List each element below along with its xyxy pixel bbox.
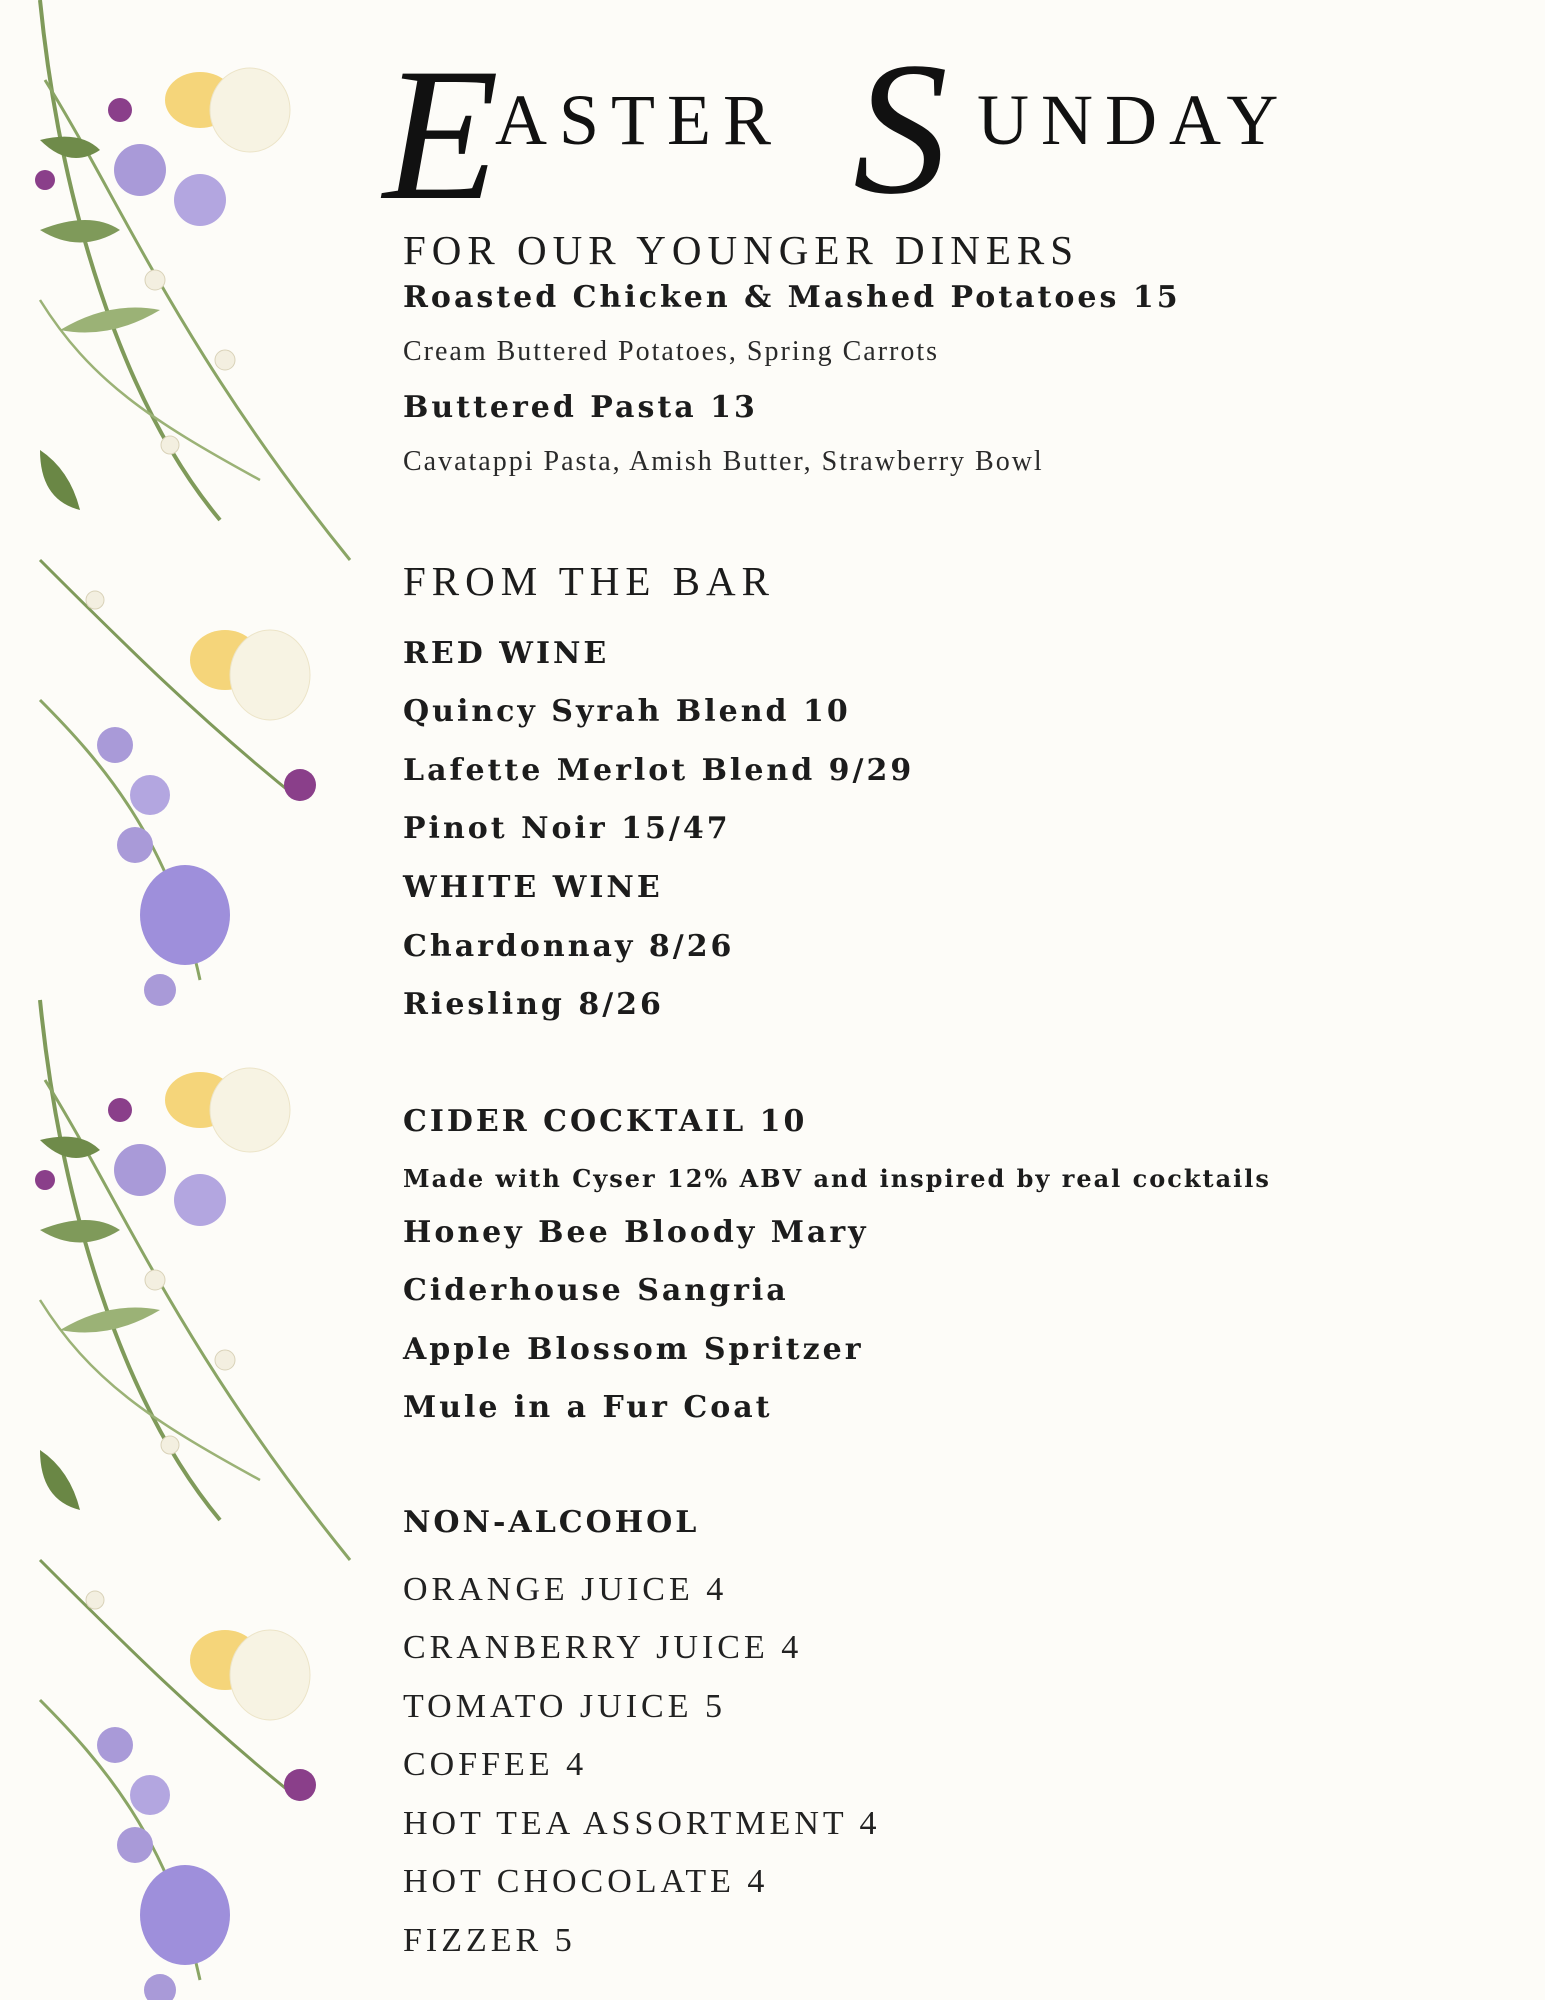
- menu-title: [383, 24, 1383, 240]
- menu-item-non-alcohol: FIZZER 5: [403, 1922, 576, 1959]
- section-heading-younger-diners: FOR OUR YOUNGER DINERS: [403, 227, 1080, 273]
- menu-item-non-alcohol: CRANBERRY JUICE 4: [403, 1629, 803, 1666]
- menu-item-roasted-chicken: Roasted Chicken & Mashed Potatoes 15: [403, 280, 1181, 315]
- subheading-red-wine: RED WINE: [403, 636, 610, 671]
- floral-border-illustration: [0, 0, 380, 2000]
- menu-item-non-alcohol: ORANGE JUICE 4: [403, 1571, 728, 1608]
- title-initial-s: S: [853, 24, 948, 234]
- title-word-easter: ASTER: [495, 80, 784, 160]
- menu-item-buttered-pasta: Buttered Pasta 13: [403, 390, 758, 425]
- menu-item-white-wine: Chardonnay 8/26: [403, 929, 735, 964]
- menu-item-cocktail: Mule in a Fur Coat: [403, 1390, 773, 1425]
- menu-item-red-wine: Quincy Syrah Blend 10: [403, 694, 851, 729]
- menu-item-non-alcohol: HOT TEA ASSORTMENT 4: [403, 1805, 881, 1842]
- cider-cocktail-note: Made with Cyser 12% ABV and inspired by real cocktails: [403, 1164, 1271, 1193]
- subheading-white-wine: WHITE WINE: [403, 870, 663, 905]
- menu-item-cocktail: Honey Bee Bloody Mary: [403, 1215, 869, 1250]
- subheading-non-alcohol: NON-ALCOHOL: [403, 1505, 700, 1540]
- menu-content: [383, 0, 1523, 2000]
- section-heading-from-the-bar: FROM THE BAR: [403, 558, 775, 604]
- title-initial-e: E: [383, 30, 500, 240]
- menu-item-description: Cavatappi Pasta, Amish Butter, Strawberry Bowl: [403, 446, 1044, 477]
- subheading-cider-cocktail: CIDER COCKTAIL 10: [403, 1104, 808, 1139]
- menu-item-cocktail: Apple Blossom Spritzer: [403, 1332, 864, 1367]
- menu-item-description: Cream Buttered Potatoes, Spring Carrots: [403, 336, 940, 367]
- menu-item-red-wine: Pinot Noir 15/47: [403, 811, 731, 846]
- menu-item-non-alcohol: HOT CHOCOLATE 4: [403, 1863, 769, 1900]
- title-word-sunday: UNDAY: [977, 80, 1291, 160]
- menu-item-non-alcohol: COFFEE 4: [403, 1746, 588, 1783]
- menu-item-red-wine: Lafette Merlot Blend 9/29: [403, 753, 915, 788]
- menu-item-cocktail: Ciderhouse Sangria: [403, 1273, 789, 1308]
- menu-item-white-wine: Riesling 8/26: [403, 987, 664, 1022]
- menu-item-non-alcohol: TOMATO JUICE 5: [403, 1688, 726, 1725]
